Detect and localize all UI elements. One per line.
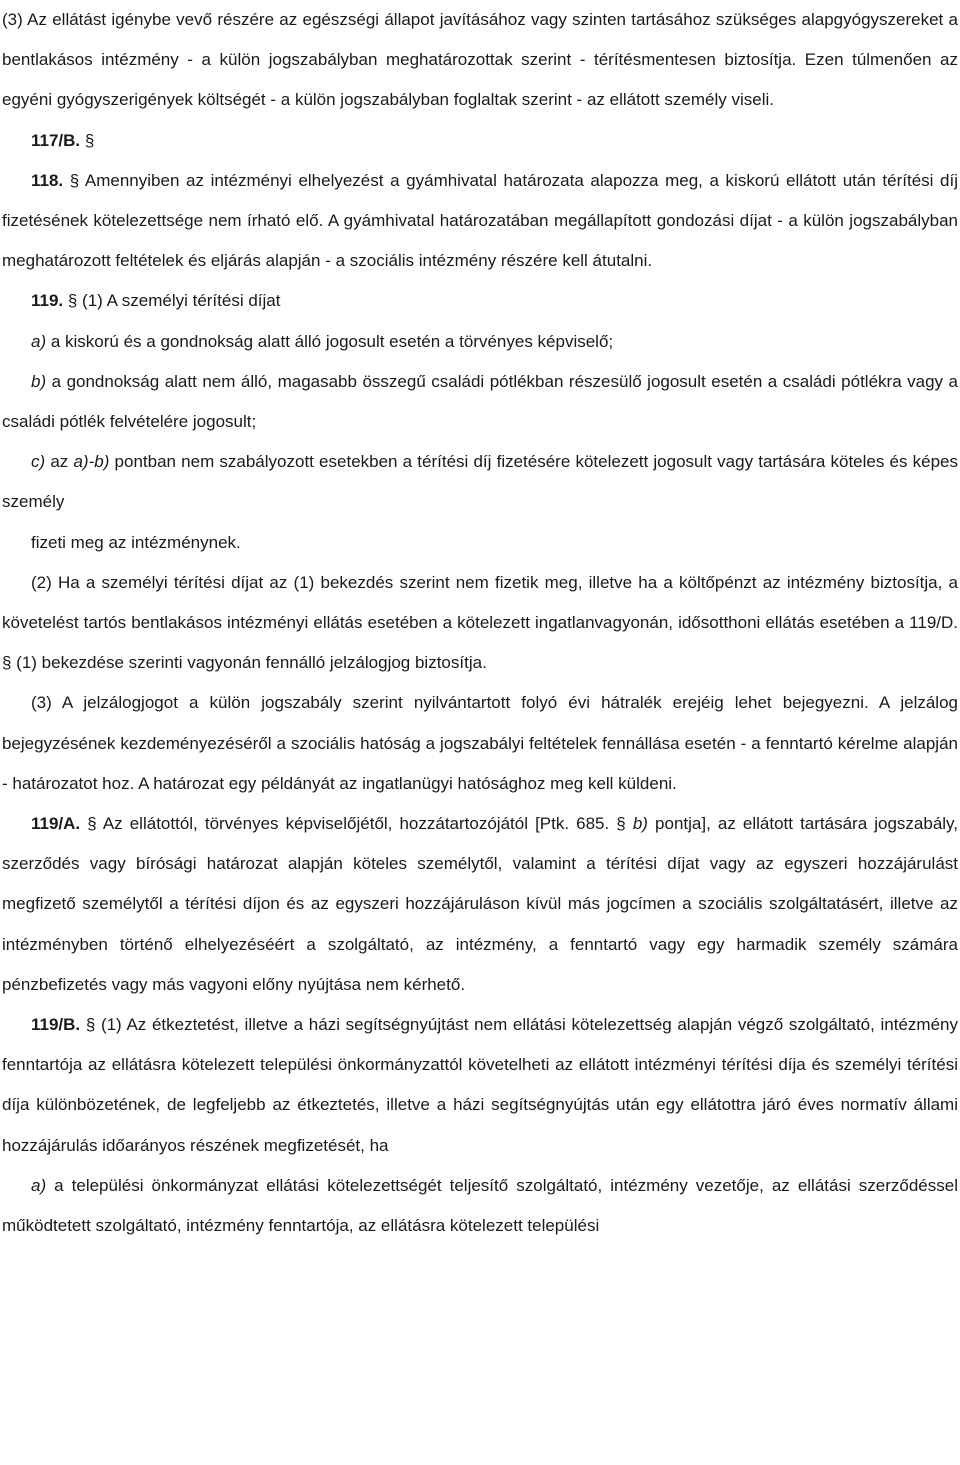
text-run: 119/A.: [31, 814, 81, 834]
paragraph-s119c: [2, 442, 958, 522]
paragraph-s119Ba: [2, 1166, 958, 1246]
text-run: c): [31, 452, 46, 472]
text-run: b): [31, 371, 47, 391]
paragraph-s118: [2, 161, 958, 282]
text-run: pontja], az ellátott tartására jogszabály, szerződés vagy bírósági határozat alapján köteles személytől, valamint a térítési díjat vagy az egyszeri hozzájárulást megfizető személytől a térítési díjon és az egyszeri hozzájáruláson kívül más jogcímen a szociális szolgáltatásért, illetve az intézményben történő elhelyezéséért a szolgáltató, az intézmény, a fenntartó vagy egy harmadik személy számára pénzbefizetés vagy más vagyoni előny nyújtása nem kérhető.: [2, 814, 959, 994]
paragraph-s119fiz: [2, 523, 958, 563]
paragraph-s119A: [2, 804, 958, 1005]
text-run: a települési önkormányzat ellátási kötelezettségét teljesítő szolgáltató, intézmény vezetője, az ellátási szerződéssel működtetett szolgáltató, intézmény fenntartója, az ellátásra kötelezett települési: [2, 1175, 958, 1236]
text-run: a): [31, 1175, 47, 1195]
text-run: a gondnokság alatt nem álló, magasabb összegű családi pótlékban részesülő jogosult esetén a családi pótlékra vagy a családi pótlék felvételére jogosult;: [2, 371, 958, 432]
text-run: az: [45, 452, 74, 472]
paragraph-s119: [2, 281, 958, 321]
text-run: § (1) A személyi térítési díjat: [63, 291, 281, 311]
text-run: § Amennyiben az intézményi elhelyezést a gyámhivatal határozata alapozza meg, a kiskorú ellátott után térítési díj fizetésének kötelezettsége nem írható elő. A gyámhivatal határozatában megállapított gondozási díjat - a külön jogszabályban meghatározott feltételek és eljárás alapján - a szociális intézmény részére kell átutalni.: [2, 170, 958, 271]
text-run: 117/B.: [31, 130, 81, 150]
text-run: § Az ellátottól, törvényes képviselőjétől, hozzátartozójától [Ptk. 685. §: [80, 814, 633, 834]
paragraph-s119b: [2, 362, 958, 442]
text-run: (3) A jelzálogjogot a külön jogszabály szerint nyilvántartott folyó évi hátralék erejéig lehet bejegyezni. A jelzálog bejegyzésének kezdeményezéséről a szociális hatóság a jogszabályi feltételek fennállása esetén - a fenntartó kérelme alapján - határozatot hoz. A határozat egy példányát az ingatlanügyi hatósághoz meg kell küldeni.: [2, 693, 958, 793]
text-run: 119.: [31, 291, 64, 311]
text-run: b): [632, 814, 648, 834]
text-run: a kiskorú és a gondnokság alatt álló jogosult esetén a törvényes képviselő;: [46, 331, 614, 351]
text-run: 119/B.: [31, 1015, 81, 1035]
paragraph-s119_3: [2, 683, 958, 804]
text-run: pontban nem szabályozott esetekben a térítési díj fizetésére kötelezett jogosult vagy tartására köteles és képes személy: [2, 452, 959, 512]
text-run: § (1) Az étkeztetést, illetve a házi segítségnyújtást nem ellátási kötelezettség alapján végző szolgáltató, intézmény fenntartója az ellátásra kötelezett települési önkormányzattól követelheti az ellátott intézményi térítési díja és személyi térítési díja különbözetének, de legfeljebb az étkeztetés, illetve a házi segítségnyújtás után egy ellátottra járó éves normatív állami hozzájárulás időarányos részének megfizetését, ha: [2, 1015, 958, 1155]
text-run: a): [31, 331, 47, 351]
paragraph-s119a: [2, 322, 958, 362]
paragraph-p1: [2, 0, 958, 121]
text-run: §: [80, 130, 95, 150]
paragraph-s119B: [2, 1005, 958, 1166]
paragraph-s117b: [2, 121, 958, 161]
text-run: (2) Ha a személyi térítési díjat az (1) bekezdés szerint nem fizetik meg, illetve ha a költőpénzt az intézmény biztosítja, a követelést tartós bentlakásos intézményi ellátás esetében a kötelezett ingatlanvagyonán, idősotthoni ellátás esetében a 119/D. § (1) bekezdése szerinti vagyonán fennálló jelzálogjog biztosítja.: [2, 572, 958, 673]
text-run: a)-b): [73, 452, 110, 472]
text-run: 118.: [31, 170, 64, 190]
paragraph-s119_2: [2, 563, 958, 684]
text-run: (3) Az ellátást igénybe vevő részére az egészségi állapot javításához vagy szinten tartásához szükséges alapgyógyszereket a bentlakásos intézmény - a külön jogszabályban meghatározottak szerint - térítésmentesen biztosítja. Ezen túlmenően az egyéni gyógyszerigények költségét - a külön jogszabályban foglaltak szerint - az ellátott személy viseli.: [2, 10, 958, 110]
text-run: fizeti meg az intézménynek.: [31, 532, 241, 552]
